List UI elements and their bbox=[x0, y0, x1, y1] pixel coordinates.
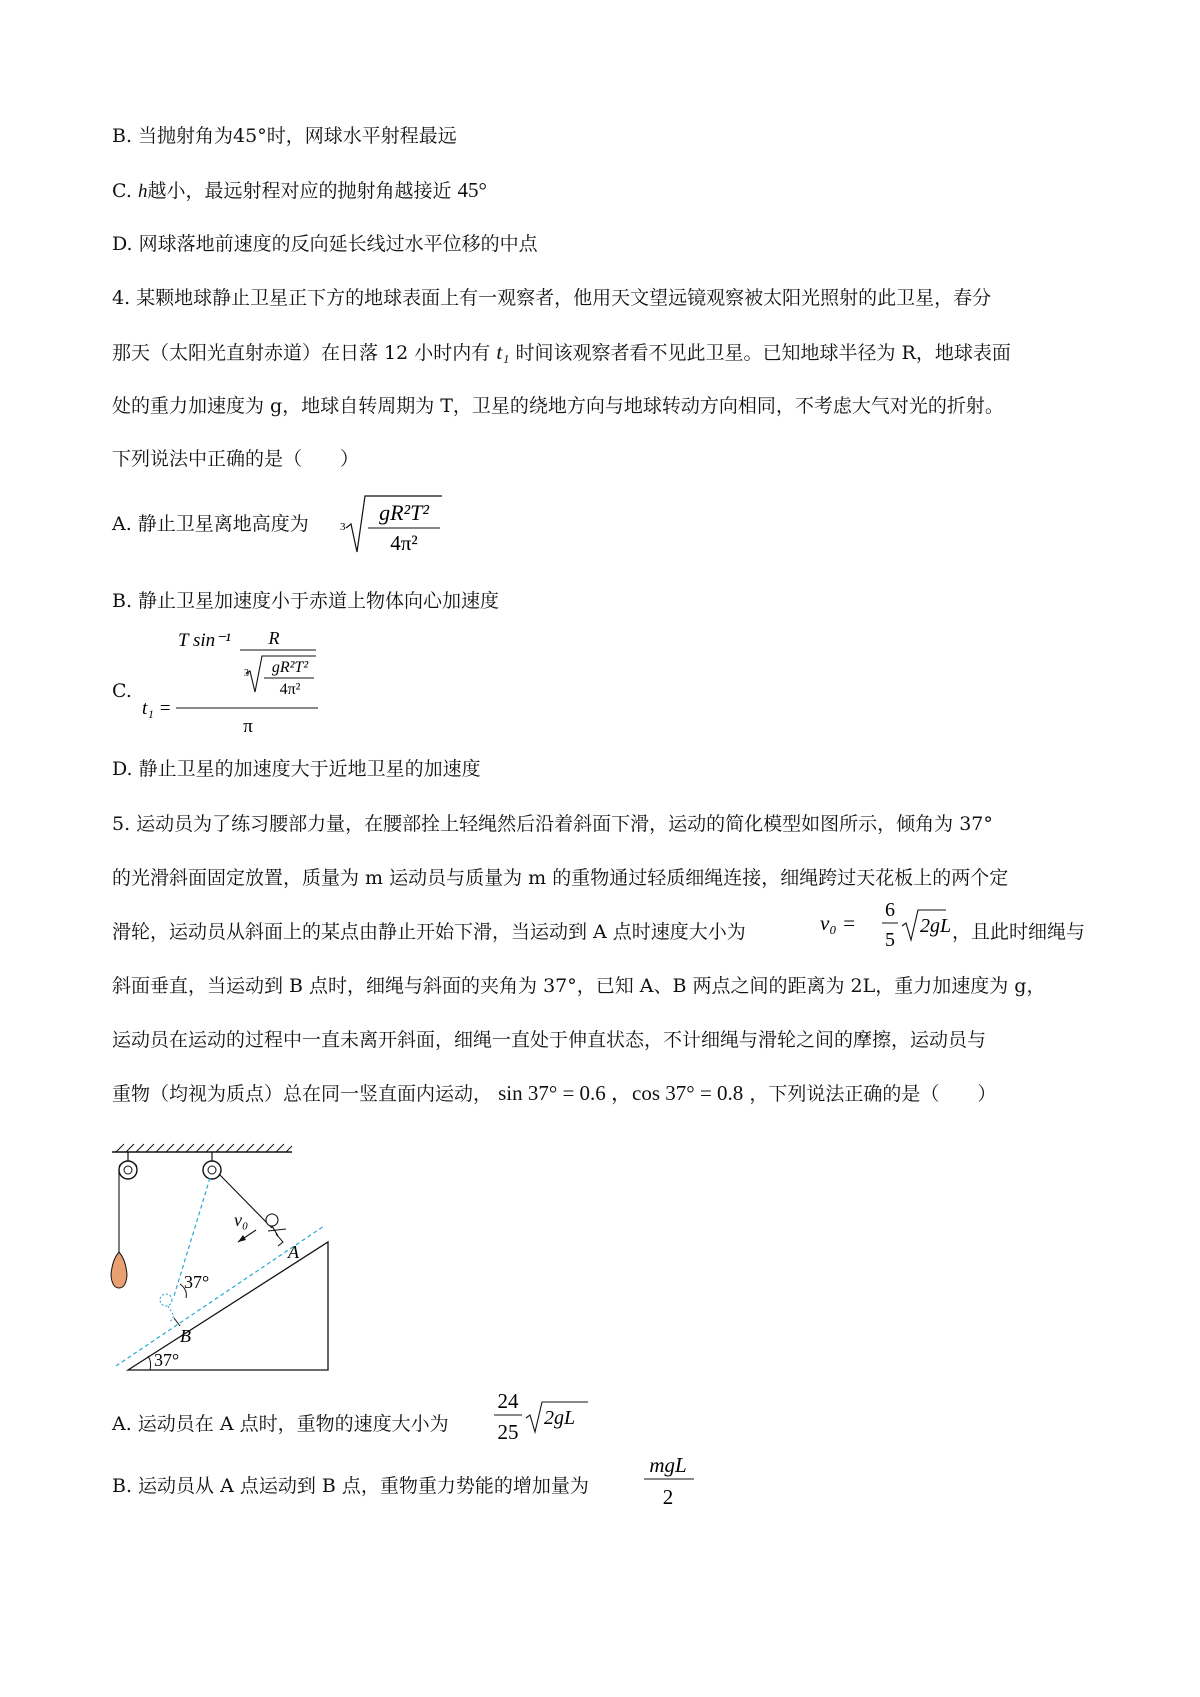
q4-option-c-label: C. bbox=[112, 680, 132, 702]
ob-num: mgL bbox=[649, 1453, 687, 1477]
q5-line-5: 运动员在运动的过程中一直未离开斜面，细绳一直处于伸直状态，不计细绳与滑轮之间的摩擦，运动员与 bbox=[112, 1029, 987, 1051]
q4-line-2b: 时间该观察者看不见此卫星。已知地球半径为 R，地球表面 bbox=[515, 342, 1011, 364]
q4-option-d: D. 静止卫星的加速度大于近地卫星的加速度 bbox=[112, 758, 481, 780]
q5-v0-formula bbox=[818, 890, 952, 954]
oa-num: 24 bbox=[497, 1389, 519, 1413]
option-d-q3: D. 网球落地前速度的反向延长线过水平位移的中点 bbox=[112, 233, 538, 255]
option-b-q3: B. 当抛射角为45°时，网球水平射程最远 bbox=[112, 125, 457, 147]
q4-option-a-text: A. 静止卫星离地高度为 bbox=[112, 513, 309, 535]
q5-line-6a: 重物（均视为质点）总在同一竖直面内运动， bbox=[112, 1083, 493, 1105]
c-inner-num: gR²T² bbox=[271, 659, 309, 676]
q5-option-b bbox=[112, 1474, 589, 1498]
q5-line-3b: ，且此时细绳与 bbox=[952, 921, 1086, 943]
q5-line-3a: 滑轮，运动员从斜面上的某点由静止开始下滑，当运动到 A 点时速度大小为 bbox=[112, 921, 746, 943]
q4-option-a bbox=[112, 512, 309, 536]
q5-option-a-text: A. 运动员在 A 点时，重物的速度大小为 bbox=[112, 1413, 449, 1435]
q5-line-6b: ，下列说法正确的是（ ） bbox=[749, 1083, 997, 1105]
weight-icon bbox=[111, 1252, 127, 1288]
v0-den: 5 bbox=[885, 929, 895, 951]
q4-option-c-formula bbox=[140, 628, 340, 738]
label-B: B bbox=[180, 1326, 191, 1346]
oa-root: 2gL bbox=[544, 1407, 576, 1429]
label-angle-rope: 37° bbox=[184, 1272, 210, 1292]
root-index: 3 bbox=[340, 521, 346, 533]
label-v0: v₀ bbox=[234, 1210, 249, 1230]
q5-option-b-formula bbox=[640, 1448, 700, 1512]
q5-line-2: 的光滑斜面固定放置，质量为 m 运动员与质量为 m 的重物通过轻质细绳连接，细绳跨过天花板上的两个定 bbox=[112, 867, 1009, 889]
t-sin: T sin⁻¹ bbox=[178, 630, 231, 651]
q4-option-a-formula bbox=[338, 490, 448, 560]
trig-values: sin 37° = 0.6 ，cos 37° = 0.8 bbox=[498, 1081, 744, 1105]
v0-root: 2gL bbox=[920, 915, 952, 937]
numerator: gR²T² bbox=[379, 500, 429, 525]
v0-num: 6 bbox=[885, 899, 895, 921]
oa-den: 25 bbox=[497, 1420, 519, 1444]
q4-line-3: 处的重力加速度为 g，地球自转周期为 T，卫星的绕地方向与地球转动方向相同，不考虑大气对光的折射。 bbox=[112, 395, 1004, 417]
label-angle-base: 37° bbox=[154, 1350, 180, 1370]
option-c-q3 bbox=[112, 178, 487, 204]
q4-line-1: 4. 某颗地球静止卫星正下方的地球表面上有一观察者，他用天文望远镜观察被太阳光照射的此卫星，春分 bbox=[112, 287, 992, 309]
c-lhs: t₁ = bbox=[142, 698, 172, 719]
q5-option-a bbox=[112, 1412, 449, 1436]
incline-pulley-figure bbox=[100, 1130, 400, 1380]
q5-line-6 bbox=[112, 1081, 996, 1106]
athlete-b-icon bbox=[160, 1294, 172, 1306]
q4-line-2a: 那天（太阳光直射赤道）在日落 12 小时内有 bbox=[112, 342, 491, 364]
var-t1: t₁ bbox=[496, 340, 510, 364]
denominator: 4π² bbox=[390, 531, 418, 555]
q5-option-b-text: B. 运动员从 A 点运动到 B 点，重物重力势能的增加量为 bbox=[112, 1475, 589, 1497]
q5-line-1: 5. 运动员为了练习腰部力量，在腰部拴上轻绳然后沿着斜面下滑，运动的简化模型如图所示，倾角为 37° bbox=[112, 813, 993, 835]
ob-den: 2 bbox=[662, 1485, 674, 1509]
q4-line-2 bbox=[112, 340, 1011, 365]
angle-45: 45° bbox=[457, 178, 487, 202]
var-h: h bbox=[137, 181, 148, 202]
r-num: R bbox=[268, 628, 280, 648]
q5-option-a-formula bbox=[492, 1382, 592, 1448]
q4-option-b: B. 静止卫星加速度小于赤道上物体向心加速度 bbox=[112, 590, 500, 612]
q5-line-4: 斜面垂直，当运动到 B 点时，细绳与斜面的夹角为 37°，已知 A、B 两点之间的距离为 2L，重力加速度为 g， bbox=[112, 975, 1046, 997]
q4-line-4: 下列说法中正确的是（ ） bbox=[112, 448, 360, 470]
v0-lhs: v₀ = bbox=[820, 911, 857, 935]
c-root-index: 3 bbox=[244, 668, 249, 679]
c-inner-den: 4π² bbox=[279, 681, 301, 698]
option-c-text: 越小，最远射程对应的抛射角越接近 bbox=[147, 180, 452, 202]
c-bottom: π bbox=[243, 716, 253, 737]
athlete-head-icon bbox=[266, 1214, 278, 1226]
label-A: A bbox=[288, 1242, 299, 1262]
option-c-label: C. bbox=[112, 180, 132, 202]
q5-line-3 bbox=[112, 920, 746, 944]
